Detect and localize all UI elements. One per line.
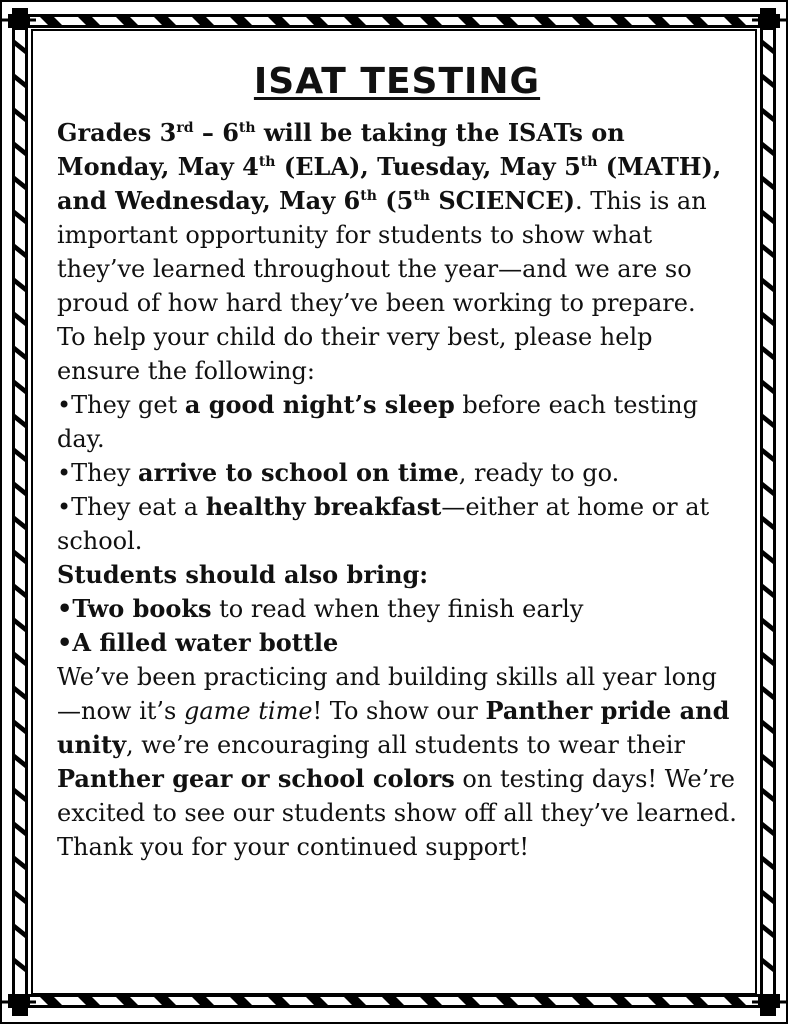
flyer-content	[57, 58, 737, 864]
list-item-breakfast: •They eat a healthy breakfast—either at home or at school.	[57, 492, 710, 555]
closing-paragraph: We’ve been practicing and building skills all year long—now it’s game time! To show our Panther pride and unity, we’re encouraging all students to wear their Panther gear or school colors on testing days! We’re excited to see our students show off all they’ve learned.	[57, 663, 737, 827]
bring-item-water: •A filled water bottle	[57, 628, 339, 657]
thanks-line: Thank you for your continued support!	[57, 833, 529, 861]
page-title: ISAT TESTING	[253, 61, 541, 102]
intro-paragraph	[57, 116, 737, 320]
bring-heading: Students should also bring:	[57, 560, 429, 589]
help-intro: To help your child do their very best, please help ensure the following:	[57, 323, 653, 385]
intro-dates: Grades 3rd – 6th will be taking the ISATs on Monday, May 4th (ELA), Tuesday, May 5th (MATH), and Wednesday, May 6th (5th SCIENCE)	[57, 118, 722, 215]
bring-item-books: •Two books to read when they finish early	[57, 594, 584, 623]
list-item-on-time: •They arrive to school on time, ready to go.	[57, 458, 620, 487]
intro-text: . This is an important opportunity for students to show what they’ve learned throughout the year—and we are so proud of how hard they’ve been working to prepare.	[57, 187, 707, 317]
list-item-sleep: •They get a good night’s sleep before each testing day.	[57, 390, 698, 453]
